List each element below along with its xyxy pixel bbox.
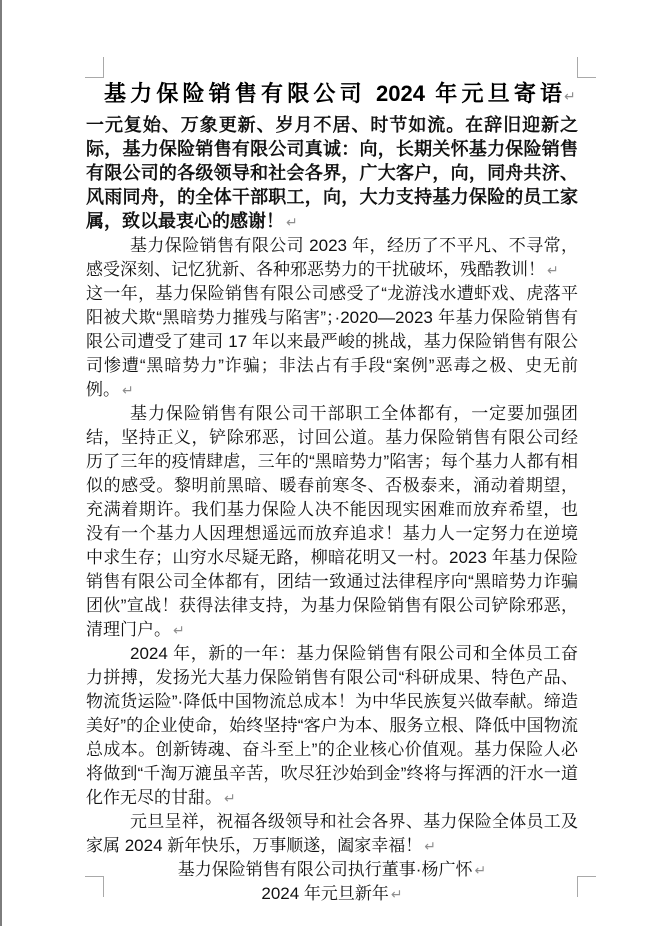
page-edge-line [0,0,2,926]
paragraph-end-mark: ↵ [390,886,403,902]
paragraph-2023-review[interactable] [86,234,578,282]
paragraph-text: 基力保险销售有限公司 2023 年，经历了不平凡、不寻常，感受深刻、记忆犹新、各种邪恶势力的干扰破坏，残酷教训！ [86,236,578,279]
paragraph-end-mark: ↵ [474,862,487,878]
paragraph-text: 元旦呈祥，祝福各级领导和社会各界、基力保险全体员工及家属 2024 新年快乐，万事顺遂，阖家幸福！ [86,812,578,855]
paragraph-text: 2024 年，新的一年：基力保险销售有限公司和全体员工奋力拼搏，发扬光大基力保险销售有限公司“科研成果、特色产品、物流货运险”·降低中国物流总成本！为中华民族复兴做奉献。缔造美好”的企业使命，始终坚持“客户为本、服务立根、降低中国物流总成本。创新铸魂、奋斗至上”的企业核心价值观。基力保险人必将做到“千淘万漉虽辛苦，吹尽狂沙始到金”终将与挥洒的汗水一道化作无尽的甘甜。 [86,644,578,807]
paragraph-text: 基力保险销售有限公司干部职工全体都有，一定要加强团结，坚持正义，铲除邪恶，讨回公道。基力保险销售有限公司经历了三年的疫情肆虐，三年的“黑暗势力”陷害；每个基力人都有相似的感受。黎明前黑暗、暖春前寒冬、否极泰来，涌动着期望，充满着期许。我们基力保险人决不能因现实困难而放弃希望，也没有一个基力人因理想遥远而放弃追求！基力人一定努力在逆境中求生存；山穷水尽疑无路，柳暗花明又一村。2023 年基力保险销售有限公司全体都有，团结一致通过法律程序向“黑暗势力诈骗团伙”宣战！获得法律支持，为基力保险销售有限公司铲除邪恶，清理门户。 [86,404,578,639]
paragraph-new-year-wishes[interactable] [86,810,578,858]
date-line[interactable] [86,882,578,906]
paragraph-end-mark: ↵ [286,214,298,230]
paragraph-2024-outlook[interactable] [86,642,578,810]
document-title-text: 基力保险销售有限公司 2024 年元旦寄语 [104,81,562,106]
paragraph-text: 一元复始、万象更新、岁月不居、时节如流。在辞旧迎新之际，基力保险销售有限公司真诚：向，长期关怀基力保险销售有限公司的各级领导和社会各界，广大客户，向，同舟共济、风雨同舟，的全体干部职工，向，大力支持基力保险的员工家属，致以最衷心的感谢！ [86,115,578,231]
paragraph-text: 基力保险销售有限公司执行董事·杨广怀 [177,860,473,879]
paragraph-this-year[interactable] [86,282,578,402]
crop-mark-bottom-right [577,876,596,897]
paragraph-greeting[interactable] [86,113,578,234]
paragraph-staff-unity[interactable] [86,402,578,642]
paragraph-end-mark: ↵ [122,382,134,398]
document-title[interactable] [104,79,578,111]
paragraph-text: 2024 年元旦新年 [261,884,389,903]
crop-mark-top-left [85,57,104,78]
paragraph-end-mark: ↵ [173,622,185,638]
crop-mark-top-right [577,57,596,78]
paragraph-end-mark: ↵ [424,838,436,854]
paragraph-end-mark: ↵ [224,790,236,806]
document-text-area[interactable] [86,79,578,906]
paragraph-end-mark: ↵ [547,262,559,278]
signature-line[interactable] [86,858,578,882]
paragraph-text: 这一年，基力保险销售有限公司感受了“龙游浅水遭虾戏、虎落平阳被犬欺“黑暗势力摧残与陷害”；·2020—2023 年基力保险销售有限公司遭受了建司 17 年以来最严峻的挑战，基力保险销售有限公司惨遭“黑暗势力”诈骗；非法占有手段“案例”恶毒之极、史无前例。 [86,284,578,399]
paragraph-end-mark: ↵ [564,88,576,104]
